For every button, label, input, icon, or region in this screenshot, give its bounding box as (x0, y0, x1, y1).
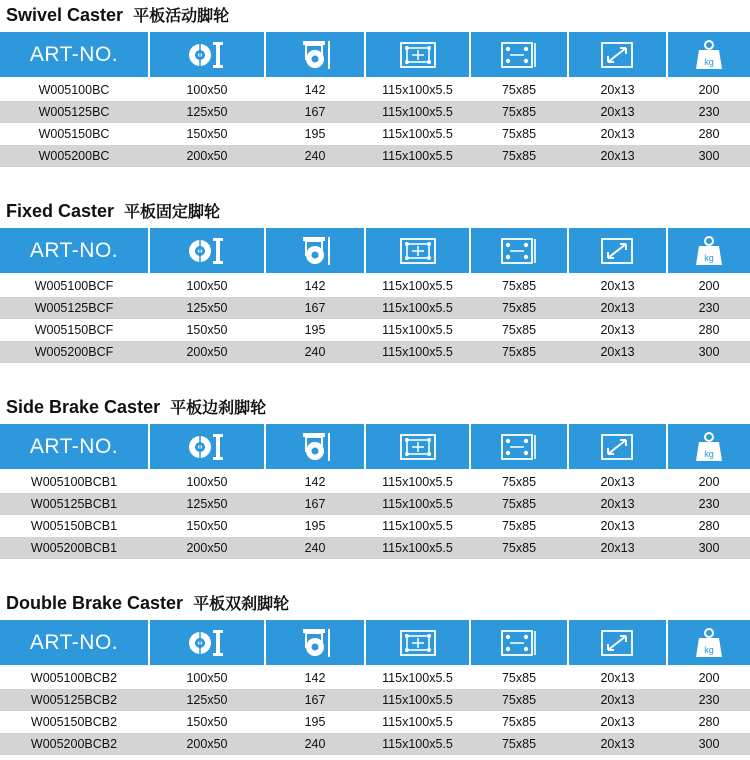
header-load-weight (668, 424, 750, 469)
table-body (0, 275, 750, 363)
section-title-en: Swivel Caster (6, 5, 124, 25)
table-body (0, 471, 750, 559)
bolt-hole-icon (499, 40, 539, 70)
load-weight-icon (693, 235, 725, 267)
table-cell: 200 (698, 475, 720, 489)
bolt-hole-icon (499, 628, 539, 658)
table-cell: 230 (698, 301, 720, 315)
table-cell: 115x100x5.5 (382, 541, 453, 555)
table-cell: W005125BC (38, 105, 110, 119)
table-cell: 75x85 (501, 475, 537, 489)
kg-label: kg (704, 644, 714, 655)
table-cell: 115x100x5.5 (382, 693, 453, 707)
table-cell: 100x50 (186, 671, 228, 685)
load-weight-icon (693, 431, 725, 463)
kg-label: kg (704, 448, 714, 459)
table-cell: 142 (304, 475, 326, 489)
table-row (0, 123, 750, 145)
header-load-weight (668, 228, 750, 273)
table-cell: 200 (698, 83, 720, 97)
section-title (6, 394, 266, 420)
table-cell: 75x85 (501, 541, 537, 555)
header-art-no (0, 620, 148, 665)
table-cell: 150x50 (186, 127, 228, 141)
table-cell: 115x100x5.5 (382, 715, 453, 729)
table-cell: 200x50 (186, 149, 228, 163)
table-header (0, 620, 750, 665)
table-cell: 142 (304, 671, 326, 685)
section-title-cn: 平板固定脚轮 (124, 202, 221, 221)
table-cell: 20x13 (600, 127, 635, 141)
load-weight-icon (693, 39, 725, 71)
table-row (0, 711, 750, 733)
header-height (266, 228, 364, 273)
table-body (0, 667, 750, 755)
table-cell: 75x85 (501, 497, 537, 511)
table-cell: 20x13 (600, 301, 635, 315)
header-wheel-size (150, 424, 264, 469)
table-cell: 150x50 (186, 715, 228, 729)
table-cell: W005125BCB1 (30, 497, 118, 511)
table-header (0, 32, 750, 77)
table-cell: 20x13 (600, 149, 635, 163)
table-cell: 230 (698, 105, 720, 119)
header-load-weight (668, 620, 750, 665)
header-height (266, 32, 364, 77)
height-icon (298, 627, 332, 659)
table-cell: 142 (304, 83, 326, 97)
header-bolt-hole (471, 228, 567, 273)
header-bolt-size (569, 32, 666, 77)
table-cell: 167 (304, 693, 326, 707)
table-cell: 115x100x5.5 (382, 127, 453, 141)
table-cell: 75x85 (501, 715, 537, 729)
header-wheel-size (150, 620, 264, 665)
plate-size-icon (398, 40, 438, 70)
table-cell: 20x13 (600, 345, 635, 359)
bolt-size-icon (598, 432, 638, 462)
wheel-size-icon (187, 39, 227, 71)
table-cell: 100x50 (186, 279, 228, 293)
table-cell: 115x100x5.5 (382, 345, 453, 359)
bolt-size-icon (598, 40, 638, 70)
table-row (0, 275, 750, 297)
header-wheel-size (150, 228, 264, 273)
caster-section (0, 198, 750, 363)
caster-section (0, 394, 750, 559)
wheel-size-icon (187, 431, 227, 463)
table-row (0, 297, 750, 319)
section-title-cn: 平板双刹脚轮 (193, 594, 290, 613)
header-height (266, 620, 364, 665)
table-cell: 20x13 (600, 715, 635, 729)
table-cell: 75x85 (501, 519, 537, 533)
header-plate-size (366, 228, 469, 273)
table-cell: 200 (698, 671, 720, 685)
table-cell: 115x100x5.5 (382, 519, 453, 533)
header-plate-size (366, 32, 469, 77)
table-cell: W005100BCB2 (30, 671, 118, 685)
header-plate-size (366, 424, 469, 469)
table-cell: 230 (698, 693, 720, 707)
caster-section (0, 2, 750, 167)
header-bolt-hole (471, 424, 567, 469)
section-title-en: Fixed Caster (6, 201, 115, 221)
table-cell: 20x13 (600, 475, 635, 489)
bolt-size-icon (598, 628, 638, 658)
table-cell: W005200BCF (34, 345, 114, 359)
table-cell: 115x100x5.5 (382, 323, 453, 337)
wheel-size-icon (187, 627, 227, 659)
table-cell: 200x50 (186, 345, 228, 359)
table-cell: 115x100x5.5 (382, 475, 453, 489)
table-cell: 20x13 (600, 279, 635, 293)
table-cell: 125x50 (186, 497, 228, 511)
table-cell: 142 (304, 279, 326, 293)
section-title (6, 590, 289, 616)
table-cell: 20x13 (600, 83, 635, 97)
table-cell: 115x100x5.5 (382, 279, 453, 293)
header-bolt-hole (471, 32, 567, 77)
table-cell: 300 (698, 737, 720, 751)
art-no-label: ART-NO. (29, 238, 119, 262)
table-row (0, 471, 750, 493)
table-cell: 240 (304, 345, 326, 359)
plate-size-icon (398, 236, 438, 266)
section-title-en: Double Brake Caster (6, 593, 184, 613)
section-title-cn: 平板边刹脚轮 (170, 398, 267, 417)
section-title-cn: 平板活动脚轮 (133, 6, 230, 25)
table-cell: 100x50 (186, 475, 228, 489)
art-no-label: ART-NO. (29, 434, 119, 458)
table-row (0, 145, 750, 167)
table-cell: 20x13 (600, 497, 635, 511)
plate-size-icon (398, 432, 438, 462)
bolt-hole-icon (499, 236, 539, 266)
table-cell: 200 (698, 279, 720, 293)
table-cell: W005150BCB2 (30, 715, 118, 729)
table-row (0, 493, 750, 515)
table-cell: 167 (304, 497, 326, 511)
table-cell: 20x13 (600, 105, 635, 119)
table-cell: 75x85 (501, 105, 537, 119)
table-cell: 195 (304, 715, 326, 729)
section-title (6, 198, 220, 224)
table-row (0, 537, 750, 559)
table-cell: W005150BCB1 (30, 519, 118, 533)
table-cell: W005100BCF (34, 279, 114, 293)
table-cell: 280 (698, 519, 720, 533)
table-header (0, 424, 750, 469)
header-bolt-size (569, 424, 666, 469)
table-cell: 115x100x5.5 (382, 83, 453, 97)
height-icon (298, 39, 332, 71)
table-cell: W005100BCB1 (30, 475, 118, 489)
header-art-no (0, 424, 148, 469)
kg-label: kg (704, 56, 714, 67)
header-bolt-hole (471, 620, 567, 665)
kg-label: kg (704, 252, 714, 263)
table-cell: 115x100x5.5 (382, 497, 453, 511)
table-row (0, 689, 750, 711)
table-cell: W005125BCF (34, 301, 114, 315)
table-cell: 125x50 (186, 105, 228, 119)
table-row (0, 733, 750, 755)
header-height (266, 424, 364, 469)
table-cell: 115x100x5.5 (382, 737, 453, 751)
table-cell: W005200BCB2 (30, 737, 118, 751)
table-row (0, 79, 750, 101)
table-header (0, 228, 750, 273)
table-cell: 195 (304, 323, 326, 337)
table-cell: 20x13 (600, 671, 635, 685)
table-cell: 115x100x5.5 (382, 671, 453, 685)
table-cell: 150x50 (186, 323, 228, 337)
table-cell: 75x85 (501, 279, 537, 293)
table-cell: W005200BC (38, 149, 110, 163)
table-cell: 240 (304, 541, 326, 555)
table-cell: 240 (304, 737, 326, 751)
header-bolt-size (569, 620, 666, 665)
table-cell: 280 (698, 127, 720, 141)
table-cell: 150x50 (186, 519, 228, 533)
table-cell: 75x85 (501, 737, 537, 751)
table-cell: W005150BCF (34, 323, 114, 337)
table-body (0, 79, 750, 167)
table-cell: 200x50 (186, 737, 228, 751)
art-no-label: ART-NO. (29, 42, 119, 66)
table-cell: 167 (304, 301, 326, 315)
table-cell: W005150BC (38, 127, 110, 141)
table-cell: 300 (698, 149, 720, 163)
header-art-no (0, 32, 148, 77)
table-cell: 200x50 (186, 541, 228, 555)
table-cell: 75x85 (501, 149, 537, 163)
table-cell: 280 (698, 323, 720, 337)
art-no-label: ART-NO. (29, 630, 119, 654)
section-title-en: Side Brake Caster (6, 397, 161, 417)
table-cell: 75x85 (501, 323, 537, 337)
table-cell: 75x85 (501, 301, 537, 315)
table-cell: 230 (698, 497, 720, 511)
table-cell: 300 (698, 345, 720, 359)
table-cell: 240 (304, 149, 326, 163)
wheel-size-icon (187, 235, 227, 267)
table-cell: 75x85 (501, 127, 537, 141)
table-cell: 20x13 (600, 541, 635, 555)
table-cell: 75x85 (501, 671, 537, 685)
load-weight-icon (693, 627, 725, 659)
plate-size-icon (398, 628, 438, 658)
table-cell: 280 (698, 715, 720, 729)
table-cell: 125x50 (186, 301, 228, 315)
table-cell: 20x13 (600, 737, 635, 751)
table-cell: 20x13 (600, 323, 635, 337)
table-cell: W005125BCB2 (30, 693, 118, 707)
table-cell: 115x100x5.5 (382, 149, 453, 163)
header-wheel-size (150, 32, 264, 77)
header-plate-size (366, 620, 469, 665)
table-cell: 125x50 (186, 693, 228, 707)
table-row (0, 515, 750, 537)
table-cell: 75x85 (501, 83, 537, 97)
table-cell: W005200BCB1 (30, 541, 118, 555)
bolt-size-icon (598, 236, 638, 266)
table-row (0, 319, 750, 341)
caster-section (0, 590, 750, 755)
header-load-weight (668, 32, 750, 77)
table-cell: 75x85 (501, 693, 537, 707)
table-cell: 20x13 (600, 519, 635, 533)
table-row (0, 667, 750, 689)
table-cell: 115x100x5.5 (382, 105, 453, 119)
table-cell: 115x100x5.5 (382, 301, 453, 315)
section-title (6, 2, 229, 28)
table-cell: 20x13 (600, 693, 635, 707)
bolt-hole-icon (499, 432, 539, 462)
header-art-no (0, 228, 148, 273)
height-icon (298, 235, 332, 267)
table-cell: 300 (698, 541, 720, 555)
header-bolt-size (569, 228, 666, 273)
table-cell: 100x50 (186, 83, 228, 97)
table-row (0, 341, 750, 363)
table-cell: 167 (304, 105, 326, 119)
table-cell: 195 (304, 127, 326, 141)
table-cell: 195 (304, 519, 326, 533)
table-cell: 75x85 (501, 345, 537, 359)
table-cell: W005100BC (38, 83, 110, 97)
table-row (0, 101, 750, 123)
height-icon (298, 431, 332, 463)
